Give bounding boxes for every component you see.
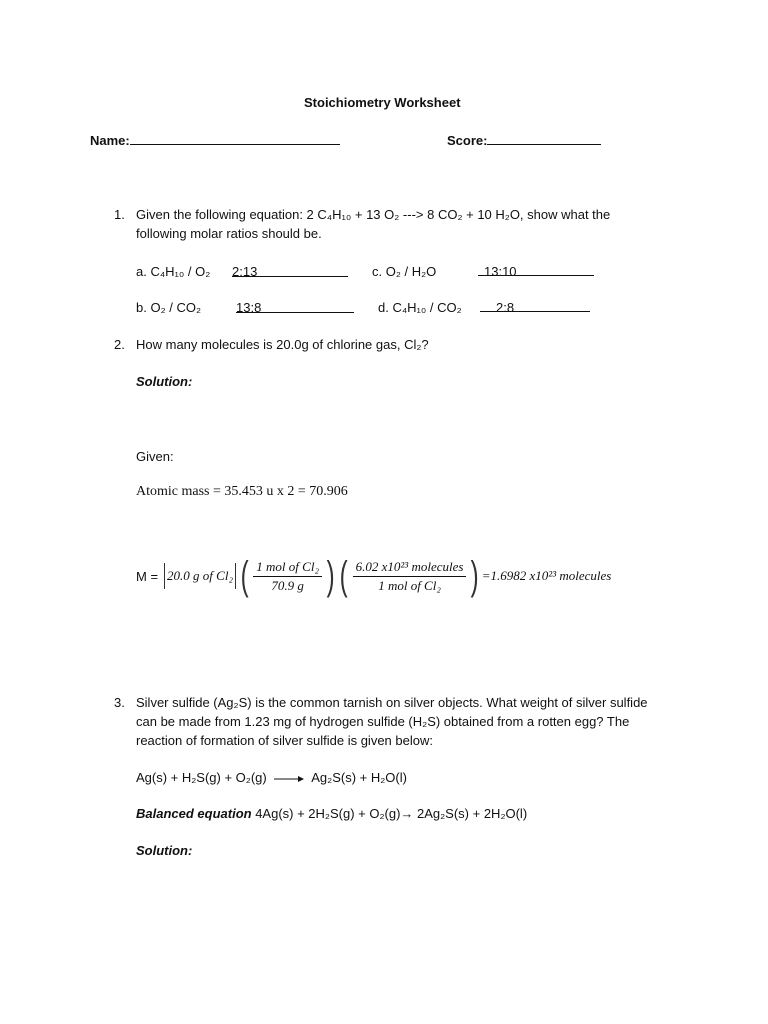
eq-frac2-numerator: 6.02 x10²³ molecules	[353, 559, 467, 577]
q2-molecule-equation	[136, 553, 611, 599]
name-field-row	[90, 132, 340, 148]
q3-text-line1: Silver sulfide (Ag₂S) is the common tarnish on silver objects. What weight of silver sulfide	[136, 695, 648, 710]
q1-d-answer: 2:8	[480, 300, 590, 312]
name-blank[interactable]	[130, 132, 340, 145]
q3-text-line2: can be made from 1.23 mg of hydrogen sulfide (H₂S) obtained from a rotten egg? The	[136, 714, 630, 729]
reaction-arrow-icon	[274, 774, 304, 784]
eq-fraction-1	[253, 559, 322, 594]
q2-given-label: Given:	[136, 449, 174, 464]
q3-number: 3.	[114, 695, 125, 710]
q1-d-label: d. C₄H₁₀ / CO₂	[378, 300, 462, 315]
eq-open-paren-2: (	[339, 554, 348, 598]
q3-solution-label: Solution:	[136, 843, 193, 858]
q1-d-answer-row	[480, 300, 590, 315]
eq-lhs: M =	[136, 568, 159, 584]
q3-reaction-lhs: Ag(s) + H₂S(g) + O₂(g)	[136, 770, 267, 785]
q2-solution-label: Solution:	[136, 374, 193, 389]
eq-open-bar	[164, 563, 165, 589]
q1-number: 1.	[114, 207, 125, 222]
q1-text-line1: Given the following equation: 2 C₄H₁₀ + 13 O₂ ---> 8 CO₂ + 10 H₂O, show what the	[136, 207, 611, 222]
q1-a-label: a. C₄H₁₀ / O₂	[136, 264, 211, 279]
eq-fraction-2	[353, 559, 467, 594]
q2-text: How many molecules is 20.0g of chlorine gas, Cl₂?	[136, 337, 429, 352]
score-field-row	[447, 132, 601, 148]
name-label: Name:	[90, 133, 130, 148]
q3-balanced-row	[136, 806, 527, 821]
eq-close-bar	[235, 563, 236, 589]
q1-c-answer: 13:10	[478, 264, 594, 276]
eq-close-paren-1: )	[326, 554, 335, 598]
eq-close-paren-2: )	[471, 554, 480, 598]
q1-b-answer: 13:8	[236, 300, 354, 313]
q1-a-answer: 2:13	[232, 264, 348, 277]
q1-a-answer-row	[232, 264, 348, 279]
score-label: Score:	[447, 133, 488, 148]
score-blank[interactable]	[487, 132, 601, 145]
q3-reaction-rhs: Ag₂S(s) + H₂O(l)	[311, 770, 407, 785]
page-title: Stoichiometry Worksheet	[304, 95, 461, 110]
q2-atomic-mass: Atomic mass = 35.453 u x 2 = 70.906	[136, 484, 348, 499]
q2-number: 2.	[114, 337, 125, 352]
q1-text-line2: following molar ratios should be.	[136, 226, 322, 241]
q3-text-line3: reaction of formation of silver sulfide is given below:	[136, 733, 433, 748]
eq-frac1-denominator: 70.9 g	[271, 577, 304, 593]
eq-term1: 20.0 g of Cl₂	[167, 568, 233, 583]
q1-b-label: b. O₂ / CO₂	[136, 300, 201, 315]
eq-frac1-numerator: 1 mol of Cl₂	[253, 559, 322, 577]
q1-c-answer-row	[478, 264, 594, 279]
q1-b-answer-row	[236, 300, 354, 315]
q3-balanced-equation: 4Ag(s) + 2H₂S(g) + O₂(g)→ 2Ag₂S(s) + 2H₂O(l)	[255, 806, 528, 821]
eq-open-paren-1: (	[240, 554, 249, 598]
eq-frac2-denominator: 1 mol of Cl₂	[378, 577, 441, 593]
eq-result: =1.6982 x10²³ molecules	[481, 568, 612, 583]
q3-balanced-label: Balanced equation	[136, 806, 252, 821]
q1-c-label: c. O₂ / H₂O	[372, 264, 437, 279]
q3-reaction	[136, 770, 407, 785]
